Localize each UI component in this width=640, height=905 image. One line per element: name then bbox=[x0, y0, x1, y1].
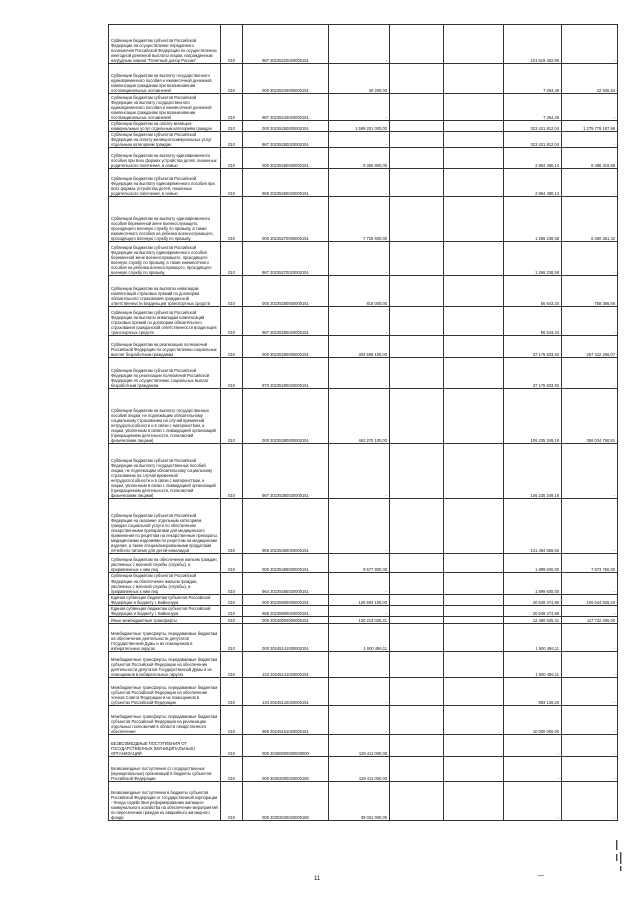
row-line-code: 010 bbox=[221, 706, 243, 735]
row-empty-col bbox=[444, 276, 504, 307]
row-approved: 129 411 000,00 bbox=[329, 735, 390, 757]
table-row bbox=[109, 169, 618, 197]
row-line-code: 010 bbox=[221, 121, 243, 132]
row-approved: 815 000,00 bbox=[329, 276, 390, 307]
row-empty-col bbox=[444, 678, 504, 706]
row-line-code: 010 bbox=[221, 652, 243, 678]
row-line-code: 010 bbox=[221, 757, 243, 782]
row-remaining: 22 935,54 bbox=[562, 64, 618, 94]
row-empty-col bbox=[444, 169, 504, 197]
table-row bbox=[109, 706, 618, 735]
row-executed: 56 643,34 bbox=[504, 276, 562, 307]
row-budget-code: 987 20235250020000151 bbox=[243, 132, 329, 148]
table-row bbox=[109, 336, 618, 358]
row-budget-code: 966 20235460020000151 bbox=[243, 499, 329, 554]
row-remaining: - bbox=[562, 735, 618, 757]
row-approved: 30 200,00 bbox=[329, 64, 390, 94]
row-name: Субвенции бюджетам субъектов Российской Федерации на оплату жилищно-коммунальных услуг отдельным категориям граждан bbox=[109, 132, 221, 148]
budget-table bbox=[108, 24, 618, 821]
row-executed: 893 139,20 bbox=[504, 678, 562, 706]
table-row bbox=[109, 242, 618, 276]
row-line-code: 010 bbox=[221, 617, 243, 624]
table-row bbox=[109, 782, 618, 821]
row-empty-col bbox=[444, 735, 504, 757]
row-empty-col bbox=[444, 652, 504, 678]
table-row bbox=[109, 148, 618, 169]
row-empty-col bbox=[390, 148, 444, 169]
row-name: Единая субвенция бюджетам субъектов Российской Федерации и бюджету г. Байконура bbox=[109, 606, 221, 617]
row-name: Субвенции бюджетам субъектов Российской Федерации на обеспечение жильем граждан, уволенных с военной службы (службы), и приравненных к ним лиц bbox=[109, 573, 221, 594]
row-approved: 125 594 100,00 bbox=[329, 594, 390, 605]
row-line-code: 010 bbox=[221, 554, 243, 573]
row-line-code: 010 bbox=[221, 358, 243, 389]
row-remaining: - bbox=[562, 307, 618, 336]
row-empty-col bbox=[444, 617, 504, 624]
row-name: Субвенции бюджетам субъектов Российской Федерации на выплату государственного единовременного пособия и ежемесячной денежной компенсации гражданам при возникновении поствакцинальных осложнений bbox=[109, 94, 221, 121]
row-remaining: - bbox=[562, 25, 618, 64]
row-line-code: 010 bbox=[221, 132, 243, 148]
row-remaining: 1 275 779 187,96 bbox=[562, 121, 618, 132]
row-executed: 106 235 349,19 bbox=[504, 444, 562, 499]
row-remaining: - bbox=[562, 706, 618, 735]
row-budget-code: 987 20235380020000151 bbox=[243, 444, 329, 499]
row-remaining: 117 732 400,00 bbox=[562, 617, 618, 624]
row-empty-col bbox=[390, 242, 444, 276]
row-budget-code: 133 20245141020000151 bbox=[243, 652, 329, 678]
table-row bbox=[109, 678, 618, 706]
row-approved: 1 600 486,11 bbox=[329, 624, 390, 652]
row-empty-col bbox=[444, 121, 504, 132]
row-name: Безвозмездные поступления от государственных (муниципальных) организаций в бюджеты субъектов Российской Федерации bbox=[109, 757, 221, 782]
row-line-code: 010 bbox=[221, 25, 243, 64]
table-row bbox=[109, 389, 618, 444]
row-executed: 37 175 833,93 bbox=[504, 336, 562, 358]
row-budget-code: 966 20245161020000151 bbox=[243, 706, 329, 735]
row-budget-code: 000 20235290000000151 bbox=[243, 336, 329, 358]
row-executed: 20 549 274,80 bbox=[504, 606, 562, 617]
row-approved: - bbox=[329, 132, 390, 148]
row-empty-col bbox=[444, 148, 504, 169]
row-approved: 9 577 800,00 bbox=[329, 554, 390, 573]
row-approved: - bbox=[329, 706, 390, 735]
row-line-code: 010 bbox=[221, 444, 243, 499]
row-line-code: 010 bbox=[221, 307, 243, 336]
row-line-code: 010 bbox=[221, 242, 243, 276]
row-line-code: 010 bbox=[221, 148, 243, 169]
row-executed: 106 235 349,19 bbox=[504, 389, 562, 444]
row-name: Межбюджетные трансферты, передаваемые бюджетам субъектов Российской Федерации на обеспечение членов Совета Федерации и их помощников в субъектах Российской Федерации bbox=[109, 678, 221, 706]
page-number: 11 bbox=[314, 876, 321, 882]
row-empty-col bbox=[444, 307, 504, 336]
row-empty-col bbox=[390, 757, 444, 782]
row-approved: 130 213 025,31 bbox=[329, 617, 390, 624]
row-approved: 129 411 000,00 bbox=[329, 757, 390, 782]
row-executed: 1 266 238,58 bbox=[504, 242, 562, 276]
row-executed: 101 619 452,96 bbox=[504, 25, 562, 64]
row-name: Субвенции бюджетам субъектов Российской Федерации на оказание отдельным категориям граждан социальной услуги по обеспечению лекарственными препаратами для медицинского применения по рецептам на лекарственные препараты, медицинскими изделиями по рецептам на медицинские изделия, а также специализированными продуктами лечебного питания для детей-инвалидов bbox=[109, 499, 221, 554]
row-budget-code: 987 20235280020000151 bbox=[243, 307, 329, 336]
row-budget-code: 000 20235900000000151 bbox=[243, 594, 329, 605]
row-empty-col bbox=[390, 25, 444, 64]
row-empty-col bbox=[390, 64, 444, 94]
row-budget-code: 970 20235290020000151 bbox=[243, 358, 329, 389]
row-remaining: - bbox=[562, 782, 618, 821]
row-budget-code: 000 20235250000000151 bbox=[243, 121, 329, 132]
row-approved: 7 726 600,00 bbox=[329, 197, 390, 242]
row-empty-col bbox=[390, 617, 444, 624]
row-line-code: 010 bbox=[221, 64, 243, 94]
row-budget-code: 964 20235485020000151 bbox=[243, 573, 329, 594]
row-empty-col bbox=[444, 94, 504, 121]
row-budget-code: 968 20235260020000151 bbox=[243, 169, 329, 197]
table-row bbox=[109, 617, 618, 624]
table-row bbox=[109, 554, 618, 573]
row-approved: - bbox=[329, 25, 390, 64]
row-remaining: - bbox=[562, 444, 618, 499]
row-remaining: 758 356,66 bbox=[562, 276, 618, 307]
row-approved: - bbox=[329, 499, 390, 554]
table-row bbox=[109, 64, 618, 94]
row-executed: - bbox=[504, 757, 562, 782]
row-empty-col bbox=[390, 444, 444, 499]
row-empty-col bbox=[390, 197, 444, 242]
row-empty-col bbox=[390, 678, 444, 706]
row-budget-code: 000 20300000000000000 bbox=[243, 735, 329, 757]
row-empty-col bbox=[390, 624, 444, 652]
row-line-code: 010 bbox=[221, 782, 243, 821]
table-row bbox=[109, 197, 618, 242]
row-approved: - bbox=[329, 169, 390, 197]
table-row bbox=[109, 652, 618, 678]
row-empty-col bbox=[390, 358, 444, 389]
table-row bbox=[109, 94, 618, 121]
row-executed: 2 864 480,14 bbox=[504, 148, 562, 169]
row-remaining: - bbox=[562, 624, 618, 652]
row-name: Субвенции бюджетам на выплату единовременного пособия беременной жене военнослужащего, проходящего военную службу по призыву, а также ежемесячного пособия на ребенка военнослужащего, проходящего военную службу по призыву bbox=[109, 197, 221, 242]
row-budget-code: 000 20302000020000180 bbox=[243, 757, 329, 782]
row-approved: 462 270 100,00 bbox=[329, 389, 390, 444]
row-line-code: 010 bbox=[221, 336, 243, 358]
row-empty-col bbox=[390, 132, 444, 148]
row-remaining: 6 486 319,86 bbox=[562, 148, 618, 169]
row-empty-col bbox=[390, 594, 444, 605]
row-approved: - bbox=[329, 678, 390, 706]
row-empty-col bbox=[390, 336, 444, 358]
table-row bbox=[109, 444, 618, 499]
row-name: Субвенции бюджетам на выплату единовременного пособия при всех формах устройства детей, лишенных родительского попечения, в семью bbox=[109, 148, 221, 169]
table-row bbox=[109, 735, 618, 757]
row-empty-col bbox=[390, 706, 444, 735]
table-row bbox=[109, 276, 618, 307]
row-executed: 1 266 238,58 bbox=[504, 197, 562, 242]
row-budget-code: 000 20235270000000151 bbox=[243, 197, 329, 242]
row-empty-col bbox=[444, 554, 504, 573]
row-name: Субвенции бюджетам на обеспечение жильем граждан, уволенных с военной службы (службы), и приравненных к ним лиц bbox=[109, 554, 221, 573]
row-name: Субвенции бюджетам субъектов Российской Федерации на осуществление переданного полномочия Российской Федерации по осуществлению ежегодной денежной выплаты лицам, награжденным нагрудным знаком "Почетный донор России" bbox=[109, 25, 221, 64]
row-budget-code: 000 20235260000000151 bbox=[243, 148, 329, 169]
row-approved: 9 350 800,00 bbox=[329, 148, 390, 169]
row-approved: 304 598 100,00 bbox=[329, 336, 390, 358]
row-name: Субвенции бюджетам субъектов Российской Федерации на выплаты инвалидам компенсаций страховых премий по договорам обязательного страхования гражданской ответственности владельцев транспортных средств bbox=[109, 307, 221, 336]
row-remaining: 267 422 266,07 bbox=[562, 336, 618, 358]
row-empty-col bbox=[444, 782, 504, 821]
row-empty-col bbox=[444, 499, 504, 554]
row-empty-col bbox=[390, 782, 444, 821]
row-remaining: - bbox=[562, 757, 618, 782]
row-line-code: 010 bbox=[221, 499, 243, 554]
row-name: Субвенции бюджетам субъектов Российской Федерации на выплату единовременного пособия беременной жене военнослужащего, проходящего военную службу по призыву, а также ежемесячного пособия на ребенка военнослужащего, проходящего военную службу по призыву bbox=[109, 242, 221, 276]
row-name: Субвенции бюджетам субъектов Российской Федерации по реализации полномочий Российской Федерации по осуществлению социальных выплат безработным гражданам bbox=[109, 358, 221, 389]
row-empty-col bbox=[390, 652, 444, 678]
row-executed: 12 480 625,31 bbox=[504, 617, 562, 624]
row-executed: 2 864 480,14 bbox=[504, 169, 562, 197]
row-empty-col bbox=[444, 389, 504, 444]
row-empty-col bbox=[444, 25, 504, 64]
row-empty-col bbox=[390, 606, 444, 617]
row-line-code: 010 bbox=[221, 276, 243, 307]
row-approved: - bbox=[329, 358, 390, 389]
row-remaining: - bbox=[562, 652, 618, 678]
table-row bbox=[109, 121, 618, 132]
row-empty-col bbox=[390, 554, 444, 573]
row-empty-col bbox=[444, 358, 504, 389]
row-line-code: 010 bbox=[221, 624, 243, 652]
row-approved: - bbox=[329, 242, 390, 276]
row-empty-col bbox=[390, 169, 444, 197]
row-budget-code: 985 20235900020000151 bbox=[243, 606, 329, 617]
row-budget-code: 134 20245142020000151 bbox=[243, 678, 329, 706]
row-name: Субвенции бюджетам на выплату государственного единовременного пособия и ежемесячной денежной компенсации гражданам при возникновении поствакцинальных осложнений bbox=[109, 64, 221, 94]
row-approved: - bbox=[329, 652, 390, 678]
row-empty-col bbox=[444, 444, 504, 499]
row-empty-col bbox=[390, 121, 444, 132]
row-approved: - bbox=[329, 606, 390, 617]
row-name: Субвенции бюджетам на выплаты инвалидам компенсаций страховых премий по договорам обязательного страхования гражданской ответственности владельцев транспортных средств bbox=[109, 276, 221, 307]
row-empty-col bbox=[444, 594, 504, 605]
table-row bbox=[109, 573, 618, 594]
row-approved: - bbox=[329, 444, 390, 499]
row-budget-code: 987 20235240020000151 bbox=[243, 94, 329, 121]
row-empty-col bbox=[390, 276, 444, 307]
row-remaining: - bbox=[562, 499, 618, 554]
row-name: Иные межбюджетные трансферты bbox=[109, 617, 221, 624]
row-line-code: 010 bbox=[221, 169, 243, 197]
row-line-code: 010 bbox=[221, 389, 243, 444]
row-approved: - bbox=[329, 94, 390, 121]
row-empty-col bbox=[390, 94, 444, 121]
row-remaining: 7 673 750,00 bbox=[562, 554, 618, 573]
row-approved: - bbox=[329, 307, 390, 336]
row-budget-code: 000 20235485000000151 bbox=[243, 554, 329, 573]
table-row bbox=[109, 499, 618, 554]
row-line-code: 010 bbox=[221, 94, 243, 121]
table-row bbox=[109, 25, 618, 64]
row-executed: 131 484 555,56 bbox=[504, 499, 562, 554]
table-row bbox=[109, 358, 618, 389]
row-executed: 1 899 600,00 bbox=[504, 554, 562, 573]
row-empty-col bbox=[444, 242, 504, 276]
row-name: Межбюджетные трансферты, передаваемые бюджетам субъектов Российской Федерации на обеспечение деятельности депутатов Государственной Думы и их помощников в избирательных округах bbox=[109, 652, 221, 678]
row-empty-col bbox=[444, 606, 504, 617]
table-row bbox=[109, 307, 618, 336]
row-name: Межбюджетные трансферты, передаваемые бюджетам субъектов Российской Федерации на реализацию отдельных полномочий в области лекарственного обеспечения bbox=[109, 706, 221, 735]
margin-stamp-icon bbox=[613, 838, 625, 874]
row-budget-code: 000 20235240000000151 bbox=[243, 64, 329, 94]
row-remaining: 356 034 750,81 bbox=[562, 389, 618, 444]
row-name: Субвенции бюджетам на оплату жилищно-коммунальных услуг отдельным категориям граждан bbox=[109, 121, 221, 132]
row-executed: 1 899 600,00 bbox=[504, 573, 562, 594]
row-executed: 323 421 812,04 bbox=[504, 121, 562, 132]
row-empty-col bbox=[390, 499, 444, 554]
row-name: Субвенции бюджетам субъектов Российской Федерации на выплату единовременного пособия при всех формах устройства детей, лишенных родительского попечения, в семью bbox=[109, 169, 221, 197]
row-line-code: 010 bbox=[221, 678, 243, 706]
footer-dash: — bbox=[538, 873, 544, 879]
row-empty-col bbox=[390, 735, 444, 757]
row-empty-col bbox=[444, 197, 504, 242]
row-executed: - bbox=[504, 735, 562, 757]
row-remaining: - bbox=[562, 169, 618, 197]
row-remaining: - bbox=[562, 94, 618, 121]
row-empty-col bbox=[444, 624, 504, 652]
row-executed: 1 600 486,11 bbox=[504, 652, 562, 678]
row-name: Межбюджетные трансферты, передаваемые бюджетам на обеспечение деятельности депутатов Государственной Думы и их помощников в избирательных округах bbox=[109, 624, 221, 652]
table-row bbox=[109, 132, 618, 148]
row-empty-col bbox=[444, 573, 504, 594]
row-approved: - bbox=[329, 573, 390, 594]
row-budget-code: 000 20235380000000151 bbox=[243, 389, 329, 444]
row-remaining: - bbox=[562, 606, 618, 617]
table-row bbox=[109, 624, 618, 652]
row-executed: 10 000 000,00 bbox=[504, 706, 562, 735]
row-approved: 1 599 201 000,00 bbox=[329, 121, 390, 132]
row-budget-code: 000 20302040020000180 bbox=[243, 782, 329, 821]
row-empty-col bbox=[444, 132, 504, 148]
row-executed: 323 421 812,04 bbox=[504, 132, 562, 148]
row-executed: 1 600 486,11 bbox=[504, 624, 562, 652]
row-line-code: 010 bbox=[221, 573, 243, 594]
row-remaining: 105 044 825,40 bbox=[562, 594, 618, 605]
row-empty-col bbox=[444, 757, 504, 782]
row-remaining: - bbox=[562, 678, 618, 706]
row-name: Субвенции бюджетам на реализацию полномочий Российской Федерации по осуществлению социальных выплат безработным гражданам bbox=[109, 336, 221, 358]
row-empty-col bbox=[444, 706, 504, 735]
row-remaining: - bbox=[562, 573, 618, 594]
row-empty-col bbox=[390, 573, 444, 594]
row-line-code: 010 bbox=[221, 606, 243, 617]
row-name: Единая субвенция бюджетам субъектов Российской Федерации и бюджету г. Байконура bbox=[109, 594, 221, 605]
row-budget-code: 987 20235220020000151 bbox=[243, 25, 329, 64]
row-budget-code: 987 20235270020000151 bbox=[243, 242, 329, 276]
row-remaining: - bbox=[562, 358, 618, 389]
row-name: БЕЗВОЗМЕЗДНЫЕ ПОСТУПЛЕНИЯ ОТ ГОСУДАРСТВЕННЫХ (МУНИЦИПАЛЬНЫХ) ОРГАНИЗАЦИЙ bbox=[109, 735, 221, 757]
row-remaining: - bbox=[562, 242, 618, 276]
row-executed: 7 264,46 bbox=[504, 64, 562, 94]
row-executed: 20 549 274,80 bbox=[504, 594, 562, 605]
row-budget-code: 000 20245141000000151 bbox=[243, 624, 329, 652]
row-remaining: 6 460 361,42 bbox=[562, 197, 618, 242]
row-executed: 7 264,46 bbox=[504, 94, 562, 121]
row-empty-col bbox=[390, 389, 444, 444]
table-row bbox=[109, 757, 618, 782]
row-budget-code: 000 20235280000000151 bbox=[243, 276, 329, 307]
row-executed: - bbox=[504, 782, 562, 821]
row-empty-col bbox=[444, 64, 504, 94]
row-empty-col bbox=[390, 307, 444, 336]
row-empty-col bbox=[444, 336, 504, 358]
row-name: Безвозмездные поступления в бюджеты субъектов Российской Федерации от государственной корпорации - Фонда содействия реформированию жилищно-коммунального хозяйства на обеспечение мероприятий по переселению граждан из аварийного жилищного фонда bbox=[109, 782, 221, 821]
row-name: Субвенции бюджетам на выплату государственных пособий лицам, не подлежащим обязательному социальному страхованию на случай временной нетрудоспособности и в связи с материнством, и лицам, уволенным в связи с ликвидацией организаций (прекращением деятельности, полномочий физическими лицами) bbox=[109, 389, 221, 444]
row-remaining: - bbox=[562, 132, 618, 148]
row-executed: 56 643,34 bbox=[504, 307, 562, 336]
row-line-code: 010 bbox=[221, 197, 243, 242]
row-budget-code: 000 20240000000000151 bbox=[243, 617, 329, 624]
row-executed: 37 175 833,93 bbox=[504, 358, 562, 389]
table-row bbox=[109, 594, 618, 605]
table-row bbox=[109, 606, 618, 617]
row-name: Субвенции бюджетам субъектов Российской Федерации на выплату государственных пособий лицам, не подлежащим обязательному социальному страхованию на случай временной нетрудоспособности и в связи с материнством, и лицам, уволенным в связи с ликвидацией организаций (прекращением деятельности, полномочий физическими лицами) bbox=[109, 444, 221, 499]
row-line-code: 010 bbox=[221, 594, 243, 605]
row-approved: 39 031 000,00 bbox=[329, 782, 390, 821]
row-line-code: 010 bbox=[221, 735, 243, 757]
